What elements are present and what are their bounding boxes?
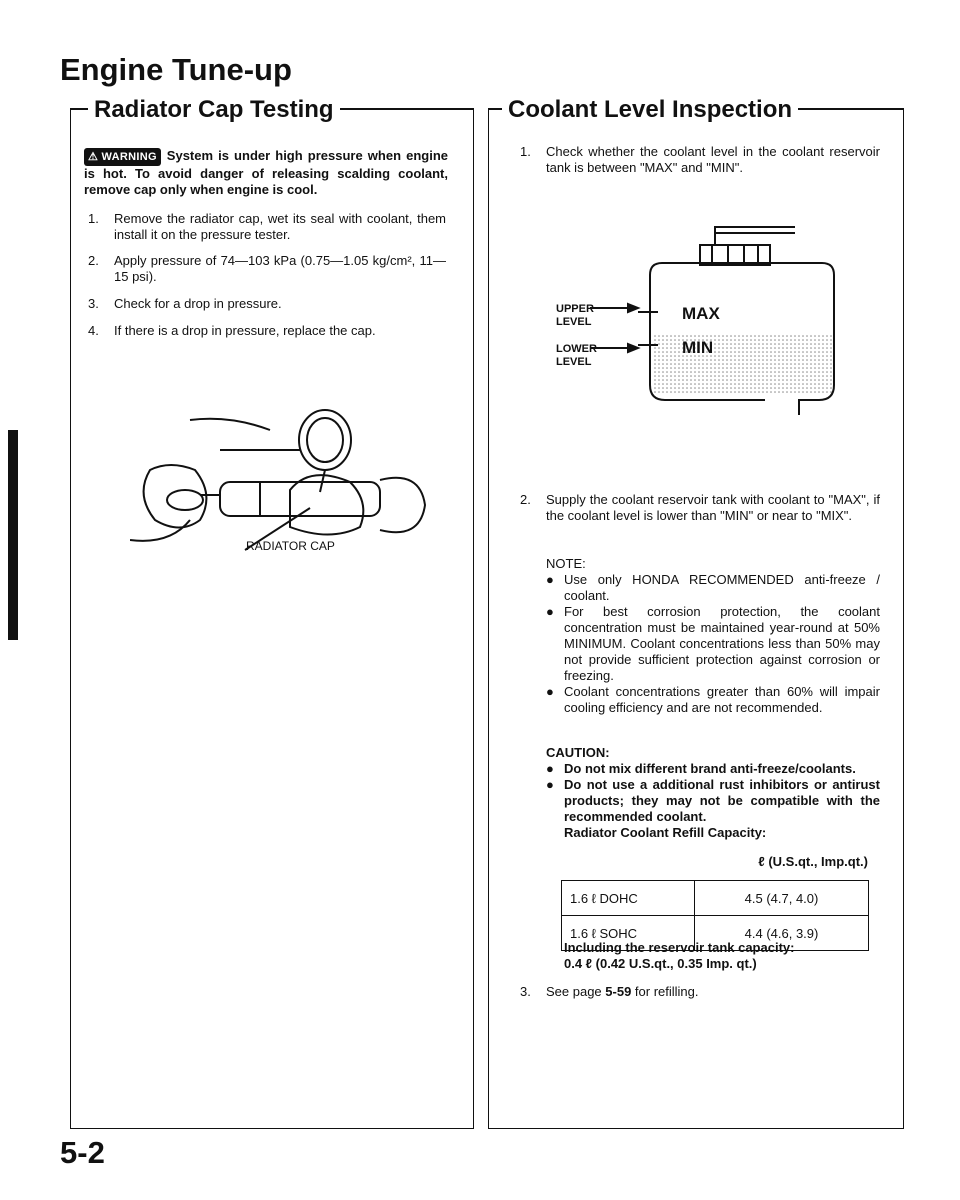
note-heading: NOTE: (546, 556, 586, 571)
capacity-heading: Radiator Coolant Refill Capacity: (564, 825, 767, 840)
min-mark: MIN (682, 338, 714, 357)
capacity-units: ℓ (U.S.qt., Imp.qt.) (758, 854, 868, 869)
page-reference: 5-59 (605, 984, 632, 999)
page-number: 5-2 (60, 1135, 105, 1170)
lower-level-label: LOWER LEVEL (556, 343, 597, 368)
warning-block (84, 148, 448, 198)
left-top-rule-b (328, 108, 473, 110)
caution-heading: CAUTION: (546, 745, 610, 760)
left-section-title: Radiator Cap Testing (88, 96, 340, 124)
table-row (562, 881, 869, 916)
right-step-1: 1. Check whether the coolant level in the coolant reservoir tank is between "MAX" and "MIN". (520, 144, 880, 175)
upper-level-label: UPPER LEVEL (556, 303, 594, 328)
capacity-cell: 4.4 (4.6, 3.9) (695, 916, 869, 951)
max-mark: MAX (682, 304, 720, 323)
note-item: ● For best corrosion protection, the coolant concentration must be maintained year-round at 50% MINIMUM. Coolant concentrations less than 50% may not provide sufficient protection against corrosion or freezing. (546, 604, 880, 684)
left-step-2: 2. Apply pressure of 74—103 kPa (0.75—1.05 kg/cm², 11—15 psi). (88, 253, 446, 284)
engine-cell: 1.6 ℓ DOHC (562, 881, 695, 916)
warning-text: System is under high pressure when engine is hot. To avoid danger of releasing scalding coolant, remove cap only when engine is cool. (84, 148, 448, 197)
right-step-2: 2. Supply the coolant reservoir tank with coolant to "MAX", if the coolant level is lower than "MIN" or near to "MIX". (520, 492, 880, 523)
right-step-3: 3. See page 5-59 for refilling. (520, 984, 699, 999)
left-top-rule-a (70, 108, 88, 110)
left-step-1: 1. Remove the radiator cap, wet its seal with coolant, them install it on the pressure tester. (88, 211, 446, 242)
reservoir-capacity-note: Including the reservoir tank capacity: 0.4 ℓ (0.42 U.S.qt., 0.35 Imp. qt.) (564, 940, 795, 971)
left-step-4: 4. If there is a drop in pressure, replace the cap. (88, 323, 376, 338)
reservoir-tank-illustration (590, 215, 860, 415)
right-top-rule-b (792, 108, 904, 110)
warning-badge: ⚠ WARNING (84, 148, 161, 166)
engine-cell: 1.6 ℓ SOHC (562, 916, 695, 951)
note-block (546, 556, 880, 716)
warning-icon: ⚠ (88, 151, 99, 163)
page-title: Engine Tune-up (60, 52, 292, 87)
caution-block (546, 745, 880, 825)
radiator-cap-label: RADIATOR CAP (246, 539, 335, 553)
right-section-title: Coolant Level Inspection (502, 96, 798, 124)
caution-item: ● Do not use a additional rust inhibitors or antirust products; they may not be compatible with the recommended coolant. (546, 777, 880, 825)
caution-item: ● Do not mix different brand anti-freeze/coolants. (546, 761, 880, 777)
note-item: ● Use only HONDA RECOMMENDED anti-freeze / coolant. (546, 572, 880, 604)
left-step-3: 3. Check for a drop in pressure. (88, 296, 282, 311)
capacity-cell: 4.5 (4.7, 4.0) (695, 881, 869, 916)
right-top-rule-a (488, 108, 502, 110)
note-item: ● Coolant concentrations greater than 60% will impair cooling efficiency and are not recommended. (546, 684, 880, 716)
section-tab-marker (8, 430, 18, 640)
